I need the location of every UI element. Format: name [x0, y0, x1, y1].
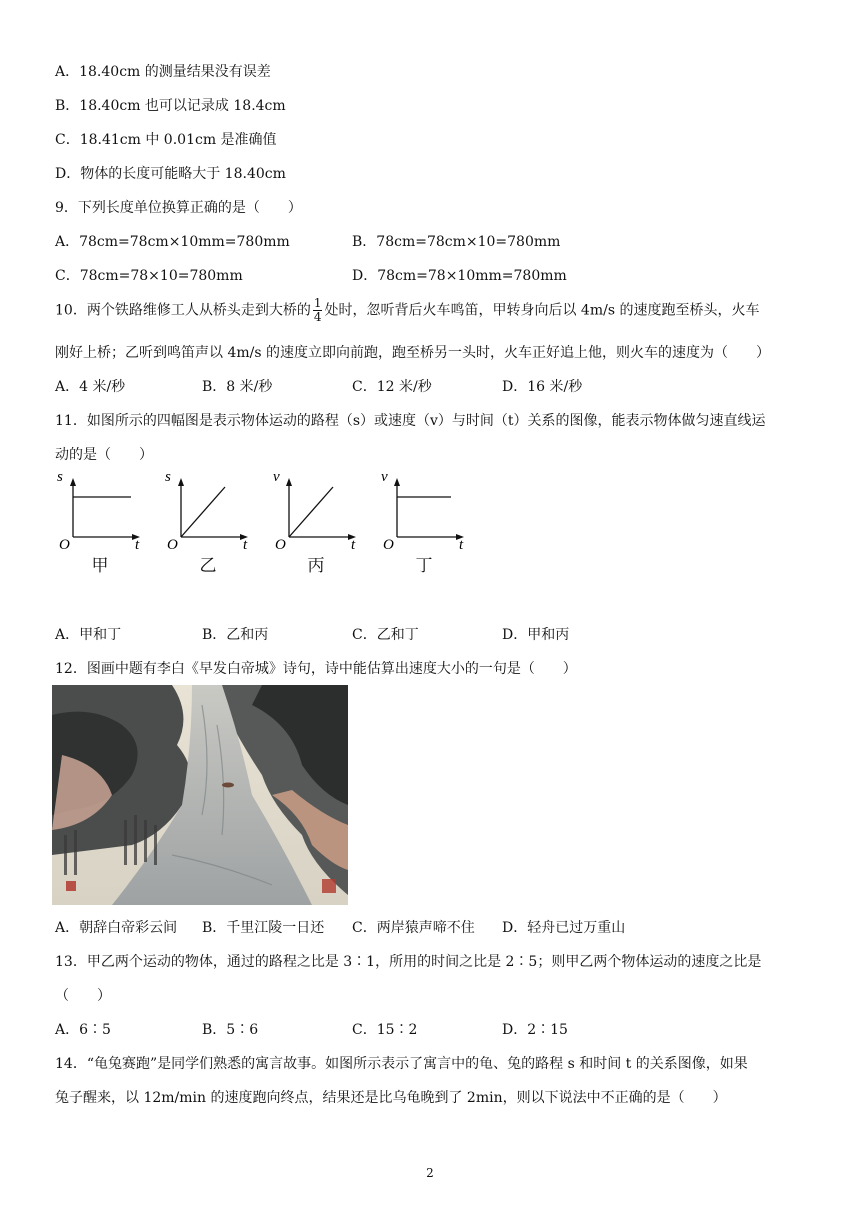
q13-stem-line1: 13．甲乙两个运动的物体，通过的路程之比是 3∶1，所用的时间之比是 2∶5；则甲乙两个物体运动的速度之比是	[55, 954, 762, 970]
graph-jia-y-label: s	[57, 469, 63, 485]
q11-option-a: A．甲和丁	[55, 627, 122, 643]
graph-ding-caption: 丁	[415, 556, 433, 576]
q13-option-d: D．2∶15	[502, 1022, 568, 1038]
fraction-denominator: 4	[313, 310, 322, 324]
fraction-one-quarter	[313, 297, 323, 324]
q11-option-b: B．乙和丙	[202, 627, 269, 643]
graph-yi-caption: 乙	[199, 556, 217, 576]
graph-bing	[271, 465, 361, 585]
q12-option-b: B．千里江陵一日还	[202, 920, 325, 936]
graph-bing-caption: 丙	[307, 556, 325, 576]
graph-yi-axes	[163, 465, 253, 550]
q10-option-c: C．12 米/秒	[352, 379, 432, 395]
q9-option-d: D．78cm=78×10mm=780mm	[352, 268, 567, 284]
landscape-painting-image	[52, 685, 348, 905]
motion-graphs-figure	[55, 465, 485, 585]
graph-yi	[163, 465, 253, 585]
q13-option-b: B．5∶6	[202, 1022, 259, 1038]
q9-option-c: C．78cm=78×10=780mm	[55, 268, 243, 284]
graph-yi-y-label: s	[165, 469, 171, 485]
q11-option-d: D．甲和丙	[502, 627, 570, 643]
q9-option-b: B．78cm=78cm×10=780mm	[352, 234, 561, 250]
q8-option-b: B．18.40cm 也可以记录成 18.4cm	[55, 98, 286, 114]
graph-ding-axes	[379, 465, 469, 550]
graph-ding	[379, 465, 469, 585]
q10-option-d: D．16 米/秒	[502, 379, 583, 395]
q11-stem-line1: 11．如图所示的四幅图是表示物体运动的路程（s）或速度（v）与时间（t）关系的图像，能表示物体做匀速直线运	[55, 413, 766, 429]
graph-bing-axes	[271, 465, 361, 550]
q9-stem: 9．下列长度单位换算正确的是（ ）	[55, 200, 302, 216]
q12-option-c: C．两岸猿声啼不住	[352, 920, 475, 936]
page-number: 2	[426, 1166, 434, 1180]
graph-jia-origin: O	[59, 537, 70, 550]
graph-jia-x-label: t	[135, 537, 140, 550]
q8-option-d: D．物体的长度可能略大于 18.40cm	[55, 166, 286, 182]
q14-stem-line1: 14．“龟兔赛跑”是同学们熟悉的寓言故事。如图所示表示了寓言中的龟、兔的路程 s 和时间 t 的关系图像，如果	[55, 1056, 748, 1072]
q11-option-c: C．乙和丁	[352, 627, 419, 643]
graph-ding-origin: O	[383, 537, 394, 550]
q13-option-c: C．15∶2	[352, 1022, 418, 1038]
q10-stem-pre: 10．两个铁路维修工人从桥头走到大桥的	[55, 302, 311, 319]
q8-option-a: A．18.40cm 的测量结果没有误差	[55, 64, 271, 80]
q12-option-d: D．轻舟已过万重山	[502, 920, 626, 936]
graph-yi-x-label: t	[243, 537, 248, 550]
q9-option-a: A．78cm=78cm×10mm=780mm	[55, 234, 290, 250]
q10-option-b: B．8 米/秒	[202, 379, 273, 395]
q10-stem-line2: 刚好上桥；乙听到鸣笛声以 4m/s 的速度立即向前跑，跑至桥另一头时，火车正好追上他，则火车的速度为（ ）	[55, 345, 770, 361]
graph-ding-y-label: v	[381, 469, 388, 485]
graph-ding-x-label: t	[459, 537, 464, 550]
q14-stem-line2: 兔子醒来，以 12m/min 的速度跑向终点，结果还是比乌龟晚到了 2min，则以下说法中不正确的是（ ）	[55, 1090, 727, 1106]
q12-option-a: A．朝辞白帝彩云间	[55, 920, 178, 936]
q10-stem-line1	[55, 297, 759, 324]
q13-stem-line2: （ ）	[55, 988, 111, 1004]
graph-jia	[55, 465, 145, 585]
graph-jia-caption: 甲	[91, 556, 109, 576]
graph-yi-origin: O	[167, 537, 178, 550]
q10-option-a: A．4 米/秒	[55, 379, 126, 395]
painting-art	[52, 685, 348, 905]
q10-stem-post: 处时，忽听背后火车鸣笛，甲转身向后以 4m/s 的速度跑至桥头，火车	[324, 302, 760, 319]
q13-option-a: A．6∶5	[55, 1022, 111, 1038]
graph-jia-axes	[55, 465, 145, 550]
q8-option-c: C．18.41cm 中 0.01cm 是准确值	[55, 132, 277, 148]
graph-bing-origin: O	[275, 537, 286, 550]
q11-stem-line2: 动的是（ ）	[55, 447, 153, 463]
q12-stem: 12．图画中题有李白《早发白帝城》诗句，诗中能估算出速度大小的一句是（ ）	[55, 661, 577, 677]
graph-bing-y-label: v	[273, 469, 280, 485]
fraction-numerator: 1	[313, 296, 322, 310]
graph-bing-x-label: t	[351, 537, 356, 550]
